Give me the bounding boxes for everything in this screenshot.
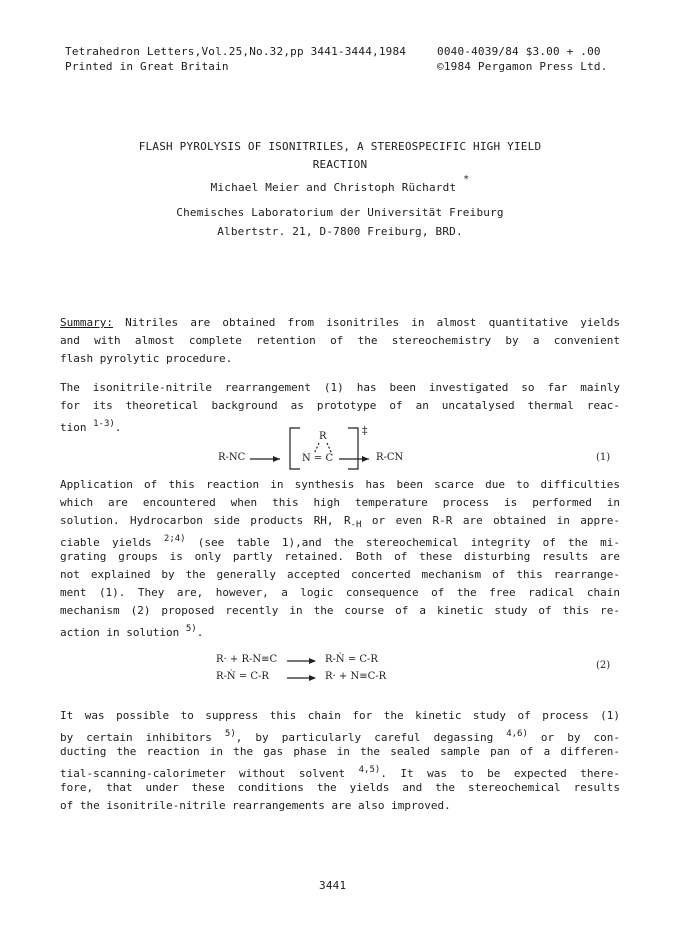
reference-marker: 1-3)	[93, 419, 115, 429]
affiliation-line-1: Chemisches Laboratorium der Universität Freiburg	[176, 206, 504, 219]
ts-migrating-group: R	[319, 431, 327, 442]
printed-location: Printed in Great Britain	[65, 60, 229, 73]
scheme-2-row-1-product: R-Ṅ = C-R	[325, 654, 378, 665]
corresponding-author-mark: *	[463, 174, 470, 185]
author-names: Michael Meier and Christoph Rüchardt	[210, 181, 457, 194]
equation-number-1: (1)	[596, 452, 611, 463]
paper-title-line-1: FLASH PYROLYSIS OF ISONITRILES, A STEREOSPECIFIC HIGH YIELD	[138, 140, 542, 153]
transition-state-symbol: ‡	[362, 424, 368, 437]
scheme-2-row-1-reactants: R· + R-N≡C	[216, 654, 278, 665]
application-paragraph: Application of this reaction in synthesis has been scarce due to difficulties which are encountered when this high temperature process is performed in solution. Hydrocarbon side products RH, $R_{-H}$ or even R-R are obtained in appre- ciable yields $^{2;4)}$ (see table 1),and the stereochemical integrity of the mi- grating groups is only partly retained. Both of these disturbing results are not explained by the generally accepted concerted mechanism of this rearrange- ment (1). They are, however, a logic consequence of the free radical chain mechanism (2) proposed recently in the course of a kinetic study of this re- action in solution $^{5)}$.	[60, 478, 621, 639]
article-price: 0040-4039/84 $3.00 + .00	[437, 45, 601, 58]
page-number: 3441	[319, 879, 347, 892]
scheme-2-row-2-reactant: R-Ṅ = C-R	[216, 671, 269, 682]
reference-marker: 5)	[185, 624, 197, 634]
reference-marker: 5)	[224, 729, 236, 739]
affiliation-line-2: Albertstr. 21, D-7800 Freiburg, BRD.	[217, 225, 463, 238]
summary-paragraph: Summary: Nitriles are obtained from isonitriles in almost quantitative yields and with almost complete retention of the stereochemistry by a convenient flash pyrolytic procedure.	[60, 316, 620, 365]
reference-marker: 4,6)	[506, 729, 528, 739]
reactant-isonitrile: R-NC	[218, 452, 246, 463]
reference-marker: 2;4)	[163, 534, 186, 544]
copyright-notice: ©1984 Pergamon Press Ltd.	[437, 60, 608, 73]
paper-title-line-2: REACTION	[312, 158, 368, 171]
suppression-paragraph: It was possible to suppress this chain for the kinetic study of process (1) by certain inhibitors $^{5)}$, by particularly careful degassing $^{4,6)}$ or by con- ducting the reaction in the gas phase in the sealed sample pan of a differen- tial-scanning-calorimeter without solvent $^{4,5)}$. It was to be expected there- fore, that under these conditions the yields and the stereochemical results of the isonitrile-nitrile rearrangements are also improved.	[60, 709, 620, 812]
summary-label: Summary:	[60, 316, 113, 329]
equation-number-2: (2)	[596, 660, 611, 671]
product-nitrile: R-CN	[376, 452, 404, 463]
journal-citation: Tetrahedron Letters,Vol.25,No.32,pp 3441-3444,1984	[65, 45, 407, 58]
reference-marker: 4,5)	[358, 765, 381, 775]
intro-paragraph: The isonitrile-nitrile rearrangement (1) has been investigated so far mainly for its theoretical background as prototype of an uncatalysed thermal reac- tion $^{1-3)}$.	[60, 381, 620, 434]
ts-n-c-bond: N = C	[302, 453, 334, 464]
scheme-2-row-2-products: R· + N≡C-R	[325, 671, 387, 682]
